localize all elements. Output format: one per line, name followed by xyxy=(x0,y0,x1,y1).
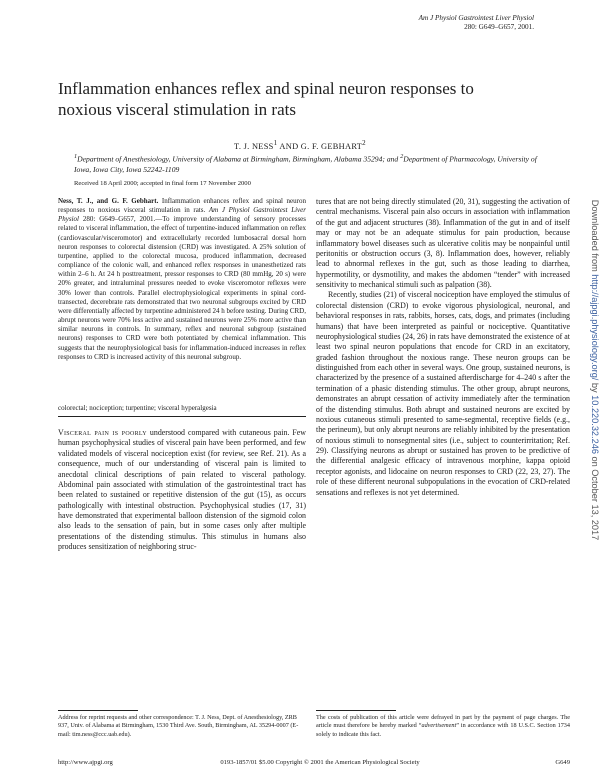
author-list xyxy=(0,139,600,151)
intro-column-right xyxy=(316,197,570,498)
journal-header xyxy=(419,14,534,32)
paragraph-1: tures that are not being directly stimulated (20, 31), suggesting the activation of central mechanisms. Visceral pain also occurs in association with inflammation of the gut and adjacent structures (38). Inflammation of the gut in and of itself may or may not be an adequate stimulus for pain production, because inflammatory bowel diseases such as ulcerative colitis may be nonpainful until peritonitis or obstruction occurs (3, 8). Inflammation does, however, reliably lead to abnormal reflexes in the gut, such as those leading to diarrhea, hypermotility, or dysmotility, and makes the abdomen “tender” with increased sensitivity to mechanical stimuli such as palpation (38). xyxy=(316,197,570,289)
affil-and: and xyxy=(386,154,401,164)
journal-name: Am J Physiol Gastrointest Liver Physiol xyxy=(418,14,534,22)
publication-cost-footnote xyxy=(316,714,570,739)
divider xyxy=(58,416,306,417)
received-dates: Received 18 April 2000; accepted in final form 17 November 2000 xyxy=(74,180,251,187)
affil-1-sup: 1 xyxy=(74,153,78,160)
correspondence-footnote: Address for reprint requests and other correspondence: T. J. Ness, Dept. of Anesthesiology, ZRB 937, Univ. of Alabama at Birmingham, 1530 Third Ave. South, Birmingham, AL 35294-0007 (E-mail: tim.ness@ccc.uab.edu). xyxy=(58,714,299,738)
paragraph-2: Recently, studies (21) of visceral nociception have employed the stimulus of colorectal distension (CRD) to evoke vigorous physiological, neuronal, and behavioral responses in rats, rabbits, horses, cats, dogs, and primates (including humans) that have been interpreted as painful or nociceptive. Quantitative neurophysiological studies (24, 26) in rats have demonstrated the existence of at least two spinal neuron populations that encode for CRD in an excitatory, graded fashion throughout the noxious range. These neuron groups can be distinguished from each other in several ways. One group, sustained neurons, is characterized by the presence of a sustained afterdischarge for 4–240 s after the termination of a phasic distending stimulus. The other group, abrupt neurons, demonstrates an abrupt cessation of activity immediately after the termination of the distending stimulus. Both abrupt and sustained neurons are excited by noxious cutaneous stimuli presented to same-segmental, receptive fields (e.g., the perineum), but only abrupt neurons are reliably inhibited by the presentation of noxious stimuli to nonsegmental sites (i.e., subject to counterirritation; Ref. 29). Classifying neurons as abrupt or sustained has proven to be predictive of the differential analgesic efficacy of intravenous morphine, kappa opioid receptor agonists, and lidocaine on neuron responses to CRD (22, 23, 27). The role of these different neuronal subpopulations in the evocation of CRD-related sensations and reflexes is not yet determined. xyxy=(316,290,570,497)
journal-citation: 280: G649–G657, 2001. xyxy=(464,23,534,31)
author-1: T. J. NESS xyxy=(234,141,274,151)
intro-column-left xyxy=(58,428,306,553)
intro-body: understood compared with cutaneous pain. Few human psychophysical studies of visceral pain have been performed, and few validated models of visceral nociception exist (for review, see Ref. 21). As a consequence, much of our understanding of visceral pain is limited to anecdotal clinical descriptions of pain related to visceral pathology. Abdominal pain associated with stimulation of the gastrointestinal tract has been related to sustained or repetitive distension of the gut (15), as occurs pathologically with intestinal obstruction. Psychophysical studies (17, 31) have demonstrated that experimental balloon distension of the sigmoid colon also leads to the sensation of pain, but in some cases only after multiple presentations of the distending stimulus. This stimulus in humans also produces sensitization of neighboring struc- xyxy=(58,428,306,552)
footnote-rule-left xyxy=(58,710,138,711)
abstract-body-1: Inflammation enhances reflex and spinal neuron responses to noxious visceral stimulation in rats. xyxy=(58,197,306,215)
issn-copyright: 0193-1857/01 $5.00 Copyright © 2001 the American Physiological Society xyxy=(220,759,420,766)
author-2-sup: 2 xyxy=(362,139,366,147)
abstract-journal: Am J Physiol Gastrointest Liver Physiol xyxy=(58,206,306,224)
author-1-sup: 1 xyxy=(273,139,278,147)
cost-note-adv: advertisement xyxy=(421,722,457,730)
watermark-ip: 10.220.32.246 xyxy=(590,395,600,454)
footnote-rule-right xyxy=(316,710,396,711)
journal-url[interactable]: http://www.ajpgi.org xyxy=(58,759,113,766)
affil-2-sup: 2 xyxy=(400,153,404,160)
download-watermark-text xyxy=(588,90,600,650)
article-title: Inflammation enhances reflex and spinal neuron responses to noxious visceral stimulation in rats xyxy=(58,79,474,119)
affiliations xyxy=(74,152,542,175)
watermark-pre: Downloaded from xyxy=(590,199,600,275)
cost-note-post: ” in accordance with 18 U.S.C. Section 1734 solely to indicate this fact. xyxy=(316,722,570,738)
affil-1: Department of Anesthesiology, University of Alabama at Birmingham, Birmingham, Alabama 35294; xyxy=(77,154,385,164)
abstract xyxy=(58,197,306,362)
watermark-mid: by xyxy=(590,380,600,396)
intro-lead: Visceral pain is poorly xyxy=(58,428,147,437)
watermark-post: on October 13, 2017 xyxy=(590,453,600,541)
affil-2: Department of Pharmacology, University of Iowa, Iowa City, Iowa 52242-1109 xyxy=(74,154,537,174)
abstract-lead: Ness, T. J., and G. F. Gebhart. xyxy=(58,197,159,205)
page-number: G649 xyxy=(555,759,570,766)
abstract-body-2: 280: G649–G657, 2001.—To improve understanding of sensory processes related to visceral inflammation, the effect of turpentine-induced inflammation on reflex (cardiovascular/visceromotor) and extracellularly recorded lumbosacral dorsal horn neuron responses to colorectal distension (CRD) was investigated. A 25% solution of turpentine, applied to the colorectal mucosa, produced inflammation, decreased compliance of the colonic wall, and enhanced reflex responses in unanesthetized rats within 2–6 h. At 24 h posttreatment, pressor responses to CRD (80 mmHg, 20 s) were 20% greater, and intraluminal pressures needed to evoke visceromotor reflexes were 30% lower than controls. Parallel electrophysiological experiments in spinal cord-transected, decerebrate rats demonstrated that two neuronal subgroups excited by CRD were differentially affected by turpentine administered 24 h before testing. During CRD, abrupt neurons were 70% less active and sustained neurons were 25% more active than similar neurons in controls. In summary, reflex and neuronal subgroup (sustained neurons) responses to CRD were both potentiated by chemical inflammation. This suggests that the neurophysiological basis for inflammation-induced increases in reflex responses to CRD is increased activity of this neuronal subgroup. xyxy=(58,215,306,361)
author-2: AND G. F. GEBHART xyxy=(277,141,363,151)
download-watermark xyxy=(588,90,600,650)
watermark-link[interactable]: http://ajpgi.physiology.org/ xyxy=(590,274,600,381)
keywords: colorectal; nociception; turpentine; visceral hyperalgesia xyxy=(58,404,217,412)
cost-note-pre: The costs of publication of this article were defrayed in part by the payment of page charges. The article must therefore be hereby marked “ xyxy=(316,714,570,730)
